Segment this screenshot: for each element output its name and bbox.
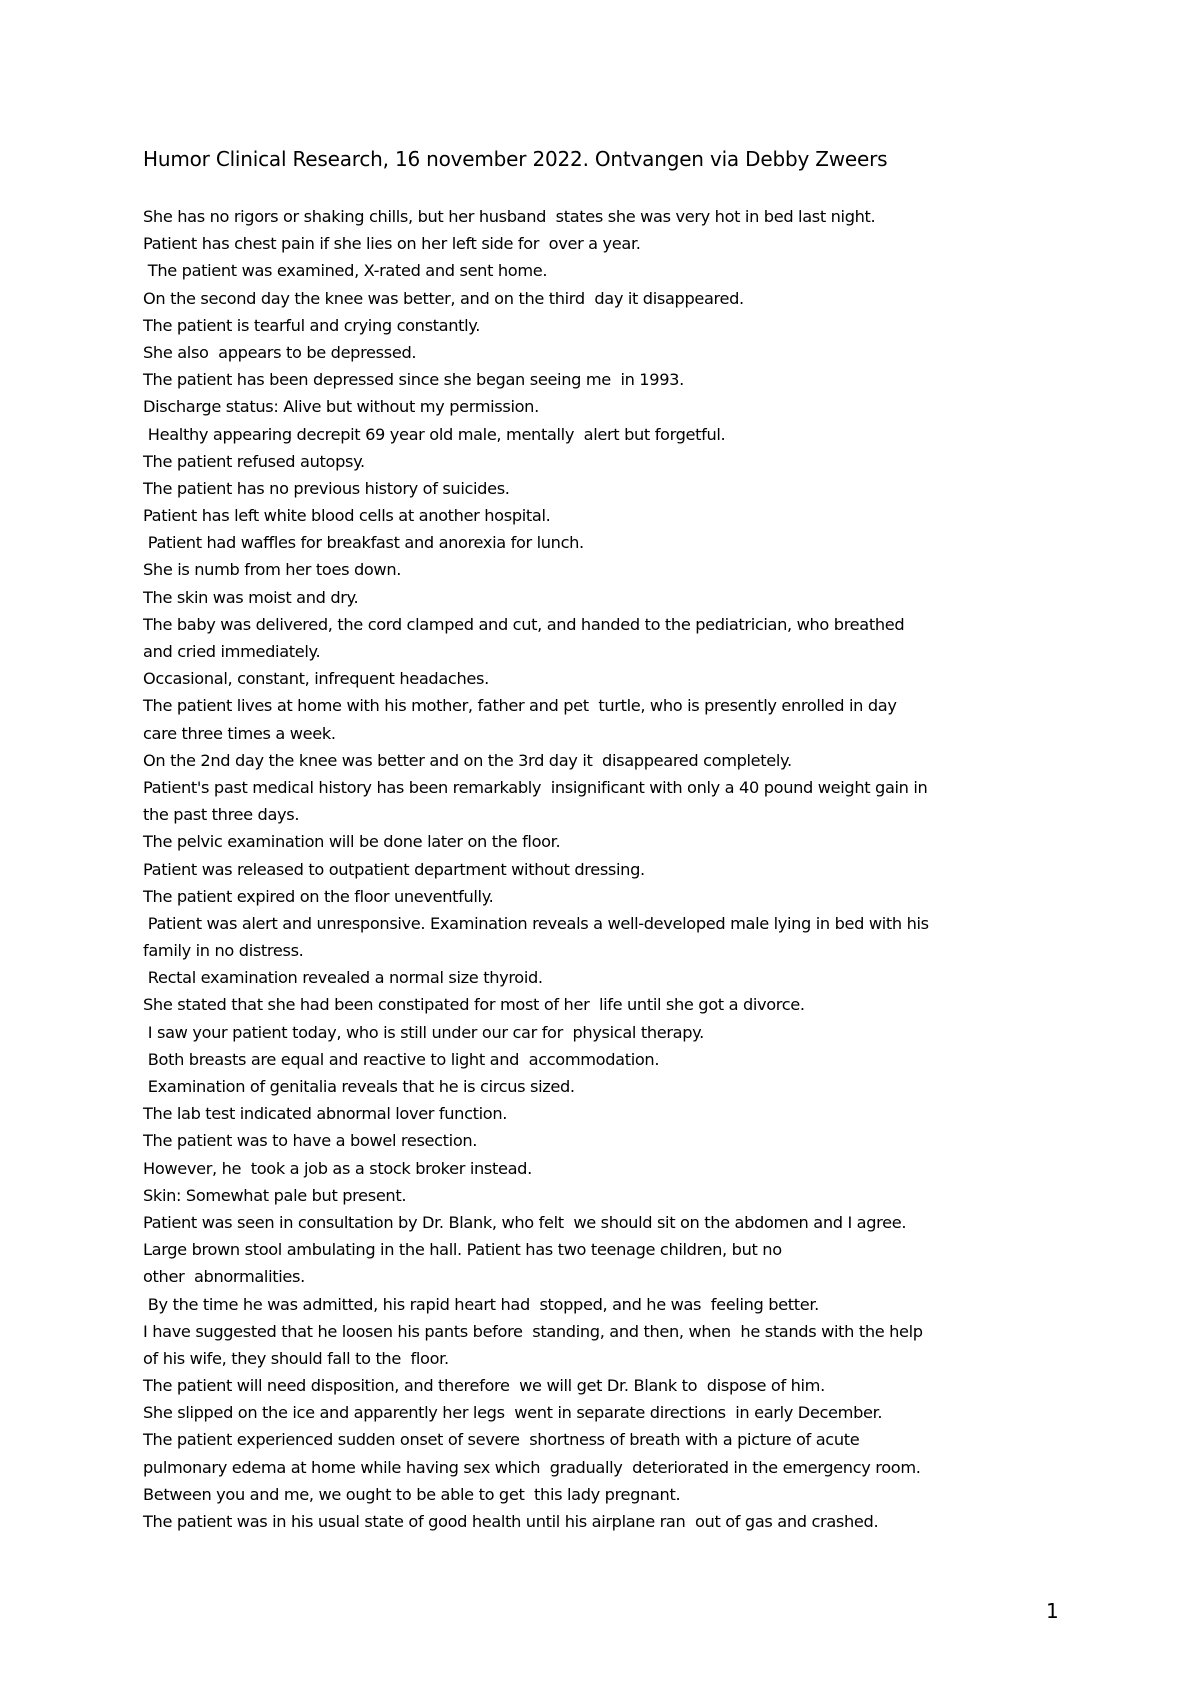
text-line: The patient has been depressed since she began seeing me in 1993. xyxy=(143,370,684,390)
text-line: By the time he was admitted, his rapid heart had stopped, and he was feeling better. xyxy=(143,1294,819,1314)
text-line: Occasional, constant, infrequent headaches. xyxy=(143,669,489,689)
text-line: Healthy appearing decrepit 69 year old male, mentally alert but forgetful. xyxy=(143,424,726,444)
text-line: The pelvic examination will be done later on the floor. xyxy=(143,832,561,852)
text-line: Patient was alert and unresponsive. Examination reveals a well-developed male lying in bed with his xyxy=(143,913,929,933)
text-line: family in no distress. xyxy=(143,941,304,961)
text-line: She has no rigors or shaking chills, but her husband states she was very hot in bed last night. xyxy=(143,207,876,226)
text-line: and cried immediately. xyxy=(143,642,321,661)
page-number: 1 xyxy=(1046,1599,1059,1623)
text-line: Between you and me, we ought to be able to get this lady pregnant. xyxy=(143,1484,681,1504)
text-line: The baby was delivered, the cord clamped and cut, and handed to the pediatrician, who breathed xyxy=(143,614,905,634)
text-line: On the second day the knee was better, and on the third day it disappeared. xyxy=(143,288,744,308)
document-title: Humor Clinical Research, 16 november 2022. Ontvangen via Debby Zweers xyxy=(143,147,888,171)
text-line: The patient expired on the floor uneventfully. xyxy=(143,886,494,906)
text-line: However, he took a job as a stock broker instead. xyxy=(143,1158,532,1178)
text-line: Patient had waffles for breakfast and anorexia for lunch. xyxy=(143,533,584,553)
text-line: Patient was seen in consultation by Dr. Blank, who felt we should sit on the abdomen and I agree. xyxy=(143,1212,907,1232)
text-line: I have suggested that he loosen his pants before standing, and then, when he stands with the help xyxy=(143,1321,923,1341)
text-line: She is numb from her toes down. xyxy=(143,560,402,580)
text-line: The patient was to have a bowel resection. xyxy=(143,1131,478,1151)
text-line: She stated that she had been constipated for most of her life until she got a divorce. xyxy=(143,995,805,1015)
text-line: On the 2nd day the knee was better and on the 3rd day it disappeared completely. xyxy=(143,750,792,770)
text-line: Large brown stool ambulating in the hall. Patient has two teenage children, but no xyxy=(143,1240,782,1260)
text-line: The patient was examined, X-rated and sent home. xyxy=(143,261,548,281)
text-line: I saw your patient today, who is still under our car for physical therapy. xyxy=(143,1022,704,1042)
text-line: She slipped on the ice and apparently her legs went in separate directions in early December. xyxy=(143,1403,883,1423)
text-body xyxy=(143,203,1063,1535)
text-line: The patient refused autopsy. xyxy=(143,451,365,471)
text-line: Patient has chest pain if she lies on her left side for over a year. xyxy=(143,234,641,254)
text-line: The patient has no previous history of suicides. xyxy=(143,478,510,498)
text-line: The patient will need disposition, and therefore we will get Dr. Blank to dispose of him. xyxy=(143,1376,825,1396)
text-line: of his wife, they should fall to the floor. xyxy=(143,1348,449,1368)
text-line: She also appears to be depressed. xyxy=(143,342,417,362)
text-line: pulmonary edema at home while having sex which gradually deteriorated in the emergency room. xyxy=(143,1457,921,1477)
text-line: The patient experienced sudden onset of severe shortness of breath with a picture of acute xyxy=(143,1430,860,1450)
text-line: The patient was in his usual state of good health until his airplane ran out of gas and crashed. xyxy=(143,1512,879,1531)
text-line: the past three days. xyxy=(143,805,300,825)
text-line: other abnormalities. xyxy=(143,1267,305,1287)
text-line: Both breasts are equal and reactive to light and accommodation. xyxy=(143,1049,660,1069)
text-line: Patient's past medical history has been remarkably insignificant with only a 40 pound weight gain in xyxy=(143,777,928,797)
text-line: Patient was released to outpatient department without dressing. xyxy=(143,859,645,879)
text-line: Examination of genitalia reveals that he is circus sized. xyxy=(143,1077,575,1096)
text-line: Skin: Somewhat pale but present. xyxy=(143,1185,407,1205)
text-line: The patient lives at home with his mother, father and pet turtle, who is presently enrolled in day xyxy=(143,696,897,716)
text-line: The skin was moist and dry. xyxy=(143,587,359,607)
text-line: Patient has left white blood cells at another hospital. xyxy=(143,506,551,526)
text-line: The patient is tearful and crying constantly. xyxy=(143,315,481,335)
text-line: Rectal examination revealed a normal size thyroid. xyxy=(143,968,543,988)
text-line: care three times a week. xyxy=(143,723,336,743)
text-line: The lab test indicated abnormal lover function. xyxy=(143,1104,508,1124)
text-line: Discharge status: Alive but without my permission. xyxy=(143,397,539,417)
